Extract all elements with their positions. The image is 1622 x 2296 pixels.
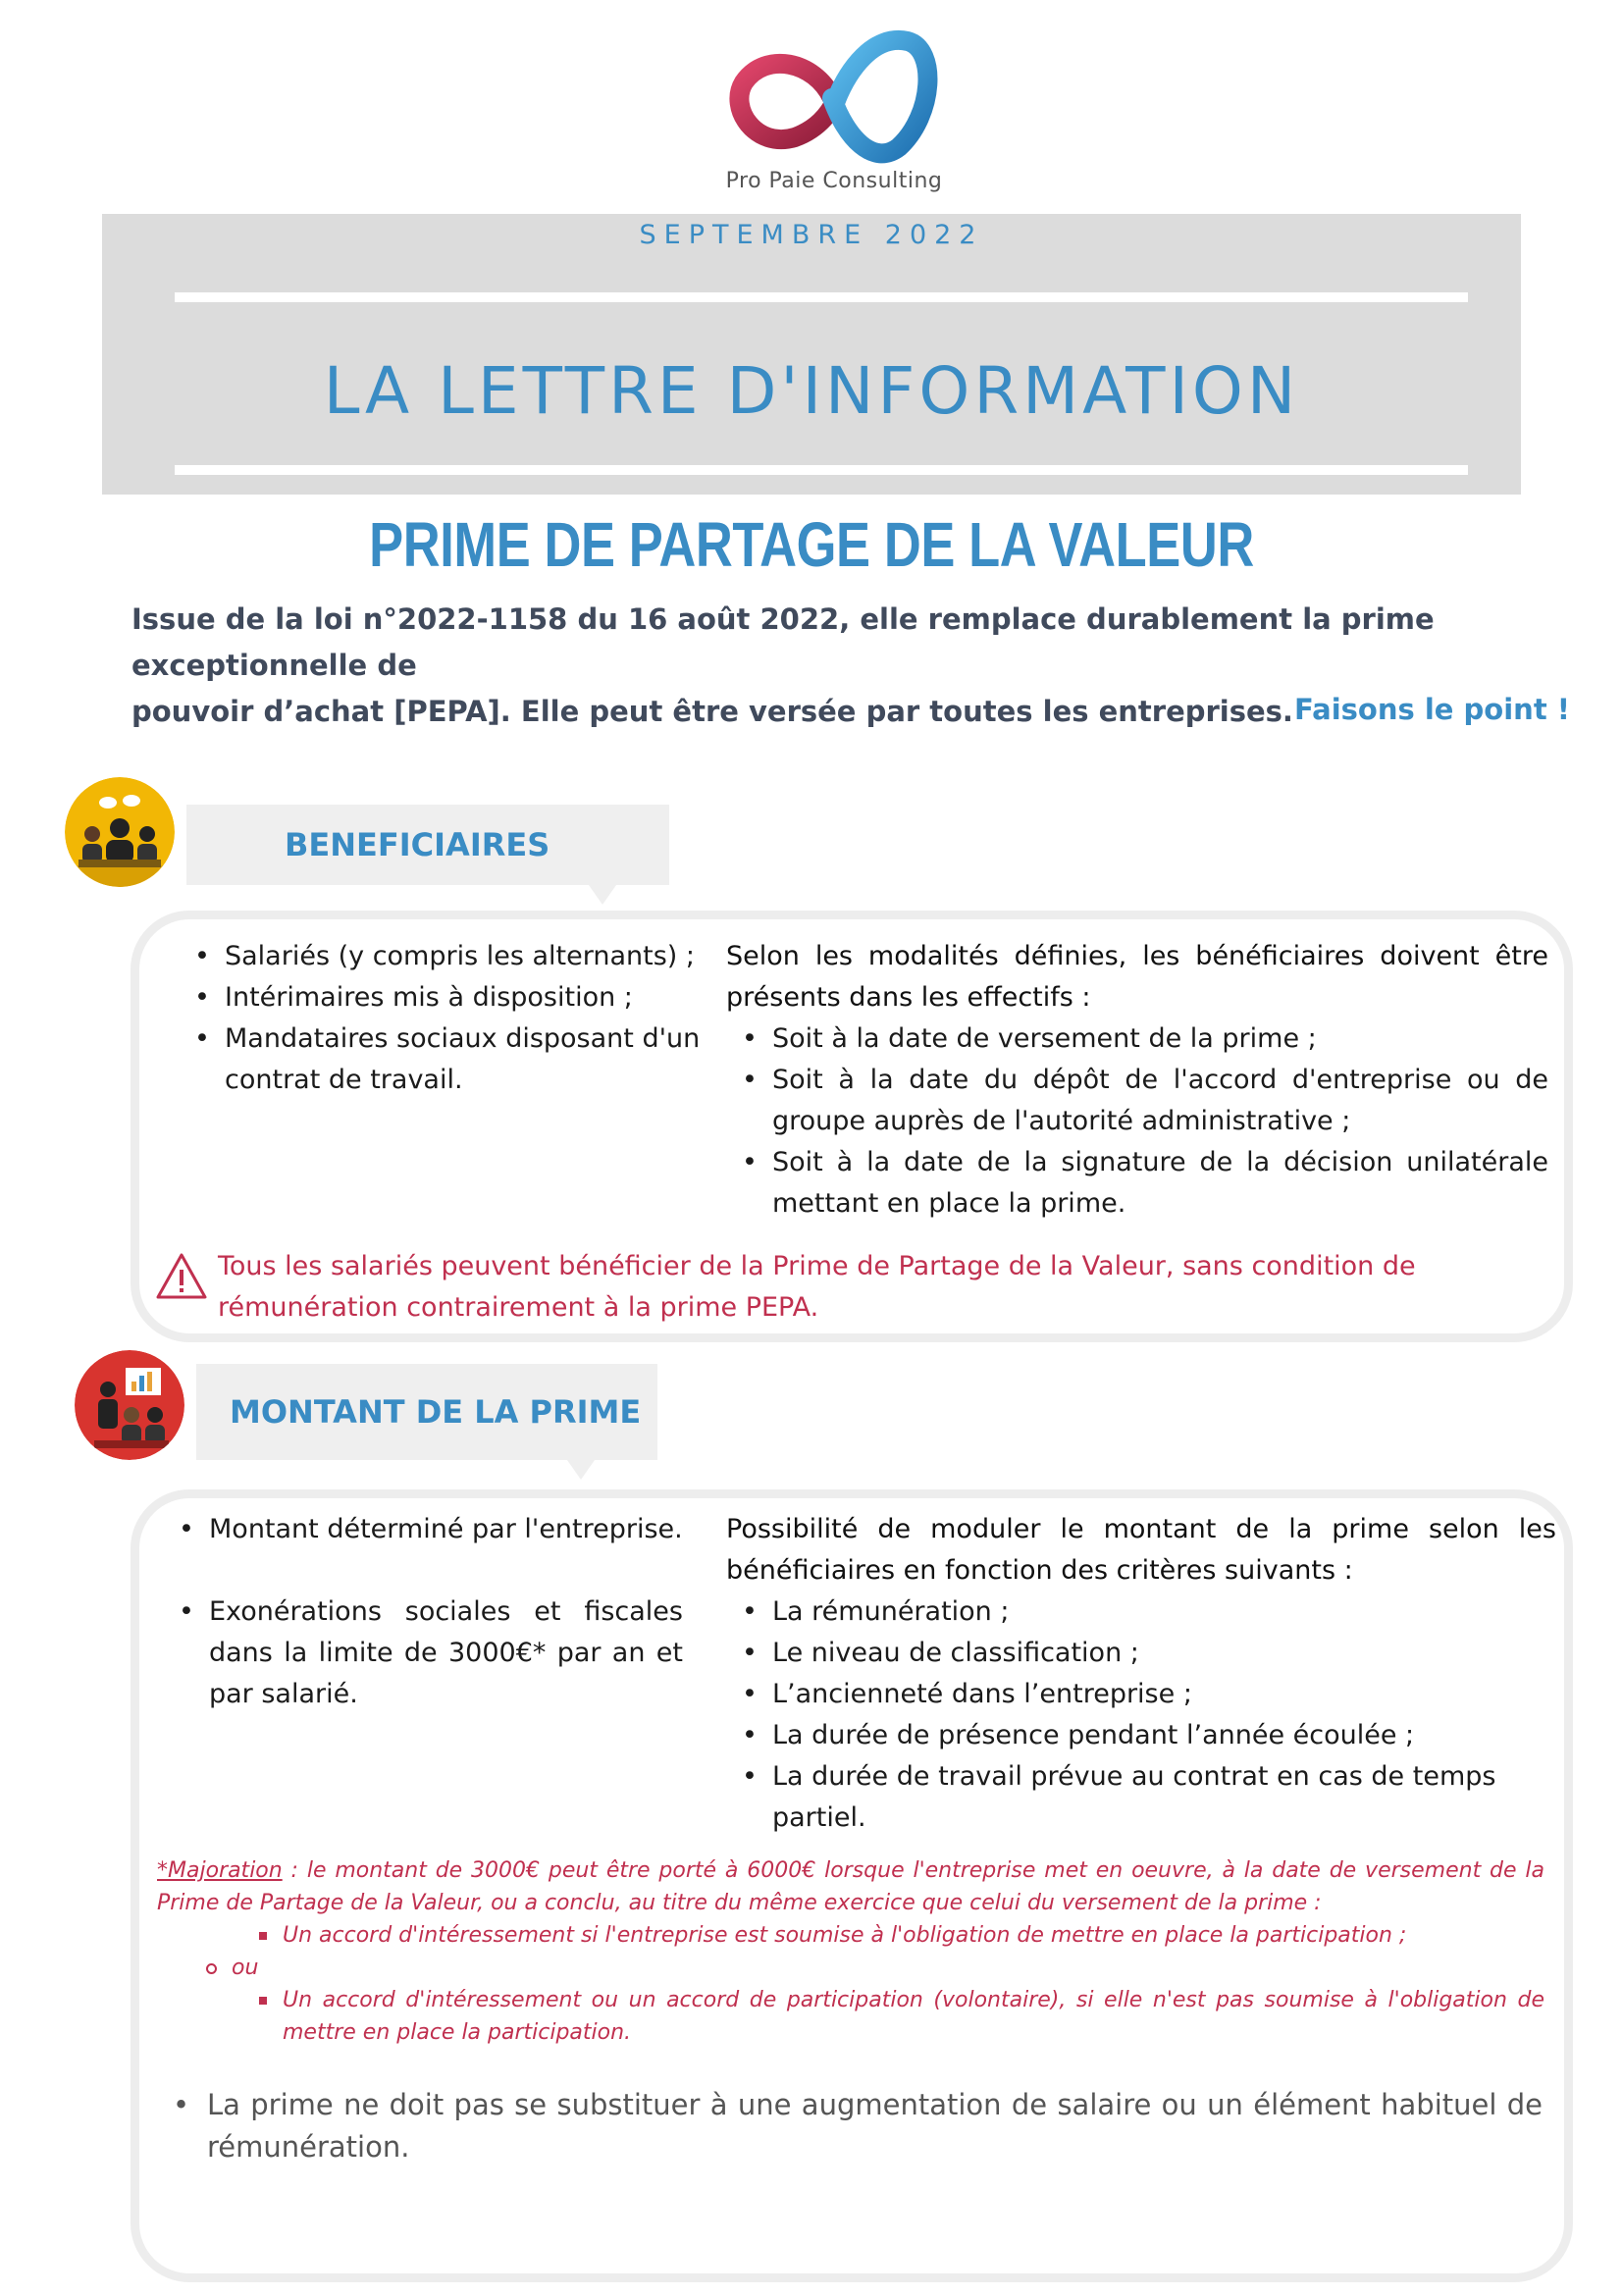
call-to-action: Faisons le point ! (1294, 693, 1570, 726)
beneficiaires-right-list (726, 936, 1548, 1225)
list-item: • Exonérations sociales et fiscales dans la limite de 3000€* par an et par salarié. (177, 1592, 683, 1715)
list-lead: Possibilité de moduler le montant de la prime selon les bénéficiaires en fonction des critères suivants : (726, 1514, 1556, 1586)
warning-triangle-icon (155, 1252, 208, 1301)
list-item: • Soit à la date du dépôt de l'accord d'entreprise ou de groupe auprès de l'autorité administrative ; (740, 1060, 1548, 1142)
warning-note: Tous les salariés peuvent bénéficier de la Prime de Partage de la Valeur, sans condition de rémunération contrairement à la prime PEPA. (218, 1251, 1416, 1323)
page-title: PRIME DE PARTAGE DE LA VALEUR (369, 509, 1254, 580)
issue-date: SEPTEMBRE 2022 (639, 220, 984, 250)
montant-left-list (177, 1509, 683, 1715)
list-item (173, 2084, 1543, 2168)
people-meeting-icon (65, 777, 175, 887)
list-item: • Intérimaires mis à disposition ; (192, 977, 722, 1018)
list-item: • Mandataires sociaux disposant d'un contrat de travail. (192, 1018, 722, 1101)
list-item: • Soit à la date de la signature de la décision unilatérale mettant en place la prime. (740, 1142, 1548, 1225)
montant-right-list (726, 1509, 1556, 1839)
intro-line-2: pouvoir d’achat [PEPA]. Elle peut être versée par toutes les entreprises. (131, 695, 1293, 728)
tab-pointer (567, 1460, 595, 1480)
list-item: • L’ancienneté dans l’entreprise ; (740, 1674, 1556, 1715)
logo-wordmark: Pro Paie Consulting (725, 169, 943, 193)
tab-pointer (589, 885, 616, 905)
note-or: ou (200, 1952, 1544, 1984)
list-item: • Soit à la date de versement de la prime ; (740, 1018, 1548, 1060)
header-divider-top (175, 292, 1468, 302)
list-item: • Le niveau de classification ; (740, 1633, 1556, 1674)
bullet: • (173, 2088, 190, 2121)
list-item: • Salariés (y compris les alternants) ; (192, 936, 722, 977)
section-tab-montant (196, 1364, 657, 1460)
note-item: Un accord d'intéressement ou un accord de participation (volontaire), si elle n'est pas soumise à l'obligation de mettre en place la participation. (251, 1984, 1544, 2049)
header-divider-bottom (175, 465, 1468, 475)
final-note-text: La prime ne doit pas se substituer à une augmentation de salaire ou un élément habituel de rémunération. (207, 2088, 1543, 2164)
section-label: BENEFICIAIRES (285, 826, 550, 863)
newsletter-title: LA LETTRE D'INFORMATION (323, 353, 1300, 429)
section-tab-beneficiaires (186, 805, 669, 885)
majoration-note (157, 1854, 1544, 2049)
beneficiaires-left-list (192, 936, 722, 1101)
list-item: • La durée de travail prévue au contrat en cas de temps partiel. (740, 1756, 1556, 1839)
final-note (173, 2084, 1543, 2168)
list-lead: Selon les modalités définies, les bénéficiaires doivent être présents dans les effectifs : (726, 941, 1548, 1013)
note-item: Un accord d'intéressement si l'entreprise est soumise à l'obligation de mettre en place la participation ; (251, 1919, 1544, 1952)
list-item: • Montant déterminé par l'entreprise. (177, 1509, 683, 1550)
company-logo (726, 22, 942, 169)
note-label: *Majoration (157, 1858, 283, 1883)
section-label: MONTANT DE LA PRIME (230, 1393, 642, 1431)
note-text: : le montant de 3000€ peut être porté à 6000€ lorsque l'entreprise met en oeuvre, à la date de versement de la Prime de Partage de la Valeur, ou a conclu, au titre du même exercice que celui du versement de la prime : (157, 1858, 1544, 1915)
note-intro (157, 1854, 1544, 1919)
list-item: • La rémunération ; (740, 1592, 1556, 1633)
presentation-chart-icon (75, 1350, 184, 1460)
intro-line-1: Issue de la loi n°2022-1158 du 16 août 2022, elle remplace durablement la prime exceptionnelle de (131, 602, 1435, 682)
list-item: • La durée de présence pendant l’année écoulée ; (740, 1715, 1556, 1756)
